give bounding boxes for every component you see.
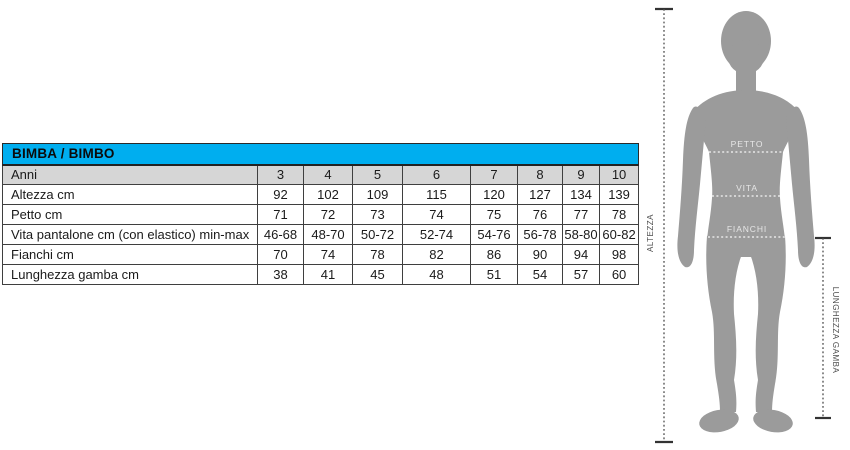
table-row-fianchi <box>3 245 639 265</box>
table-cell: 48-70 <box>304 225 353 245</box>
table-cell: 98 <box>600 245 639 265</box>
table-cell: 102 <box>304 185 353 205</box>
table-cell: 71 <box>258 205 304 225</box>
table-cell: 134 <box>563 185 600 205</box>
table-cell: 127 <box>518 185 563 205</box>
table-cell: 74 <box>403 205 471 225</box>
table-cell: 4 <box>304 165 353 185</box>
table-cell: 82 <box>403 245 471 265</box>
table-cell: 75 <box>471 205 518 225</box>
vita-label: VITA <box>736 183 758 193</box>
lunghezza-gamba-dimension <box>815 238 840 418</box>
table-cell: 109 <box>353 185 403 205</box>
table-cell: 86 <box>471 245 518 265</box>
altezza-label: ALTEZZA <box>646 213 655 253</box>
table-cell: 7 <box>471 165 518 185</box>
table-cell: 90 <box>518 245 563 265</box>
table-row-petto <box>3 205 639 225</box>
table-row-lunghezza-gamba <box>3 265 639 285</box>
row-label-petto: Petto cm <box>3 205 258 225</box>
table-cell: 5 <box>353 165 403 185</box>
table-cell: 6 <box>403 165 471 185</box>
altezza-dimension <box>646 9 673 442</box>
table-row-altezza <box>3 185 639 205</box>
table-cell: 73 <box>353 205 403 225</box>
table-cell: 120 <box>471 185 518 205</box>
row-label-anni: Anni <box>3 165 258 185</box>
table-row-anni <box>3 165 639 185</box>
table-cell: 92 <box>258 185 304 205</box>
table-cell: 38 <box>258 265 304 285</box>
table-cell: 3 <box>258 165 304 185</box>
table-cell: 56-78 <box>518 225 563 245</box>
row-label-altezza: Altezza cm <box>3 185 258 205</box>
table-cell: 54-76 <box>471 225 518 245</box>
table-cell: 115 <box>403 185 471 205</box>
table-cell: 139 <box>600 185 639 205</box>
table-cell: 94 <box>563 245 600 265</box>
table-row-vita-pantalone <box>3 225 639 245</box>
size-table <box>2 143 639 285</box>
row-label-vita-pantalone: Vita pantalone cm (con elastico) min-max <box>3 225 258 245</box>
table-cell: 46-68 <box>258 225 304 245</box>
table-cell: 78 <box>600 205 639 225</box>
fianchi-label: FIANCHI <box>726 224 768 234</box>
table-title: BIMBA / BIMBO <box>3 144 639 165</box>
lunghezza-gamba-label: LUNGHEZZA GAMBA <box>831 286 840 374</box>
table-cell: 9 <box>563 165 600 185</box>
table-cell: 58-80 <box>563 225 600 245</box>
table-cell: 50-72 <box>353 225 403 245</box>
table-cell: 10 <box>600 165 639 185</box>
measurement-figure <box>630 0 850 450</box>
table-cell: 8 <box>518 165 563 185</box>
table-cell: 70 <box>258 245 304 265</box>
row-label-fianchi: Fianchi cm <box>3 245 258 265</box>
table-cell: 74 <box>304 245 353 265</box>
table-cell: 60-82 <box>600 225 639 245</box>
table-cell: 51 <box>471 265 518 285</box>
table-cell: 54 <box>518 265 563 285</box>
table-cell: 72 <box>304 205 353 225</box>
table-cell: 76 <box>518 205 563 225</box>
table-cell: 78 <box>353 245 403 265</box>
row-label-lunghezza-gamba: Lunghezza gamba cm <box>3 265 258 285</box>
table-cell: 60 <box>600 265 639 285</box>
table-cell: 57 <box>563 265 600 285</box>
table-header-row <box>3 144 639 165</box>
table-cell: 48 <box>403 265 471 285</box>
petto-label: PETTO <box>730 139 764 149</box>
table-cell: 41 <box>304 265 353 285</box>
table-cell: 77 <box>563 205 600 225</box>
table-cell: 52-74 <box>403 225 471 245</box>
table-cell: 45 <box>353 265 403 285</box>
